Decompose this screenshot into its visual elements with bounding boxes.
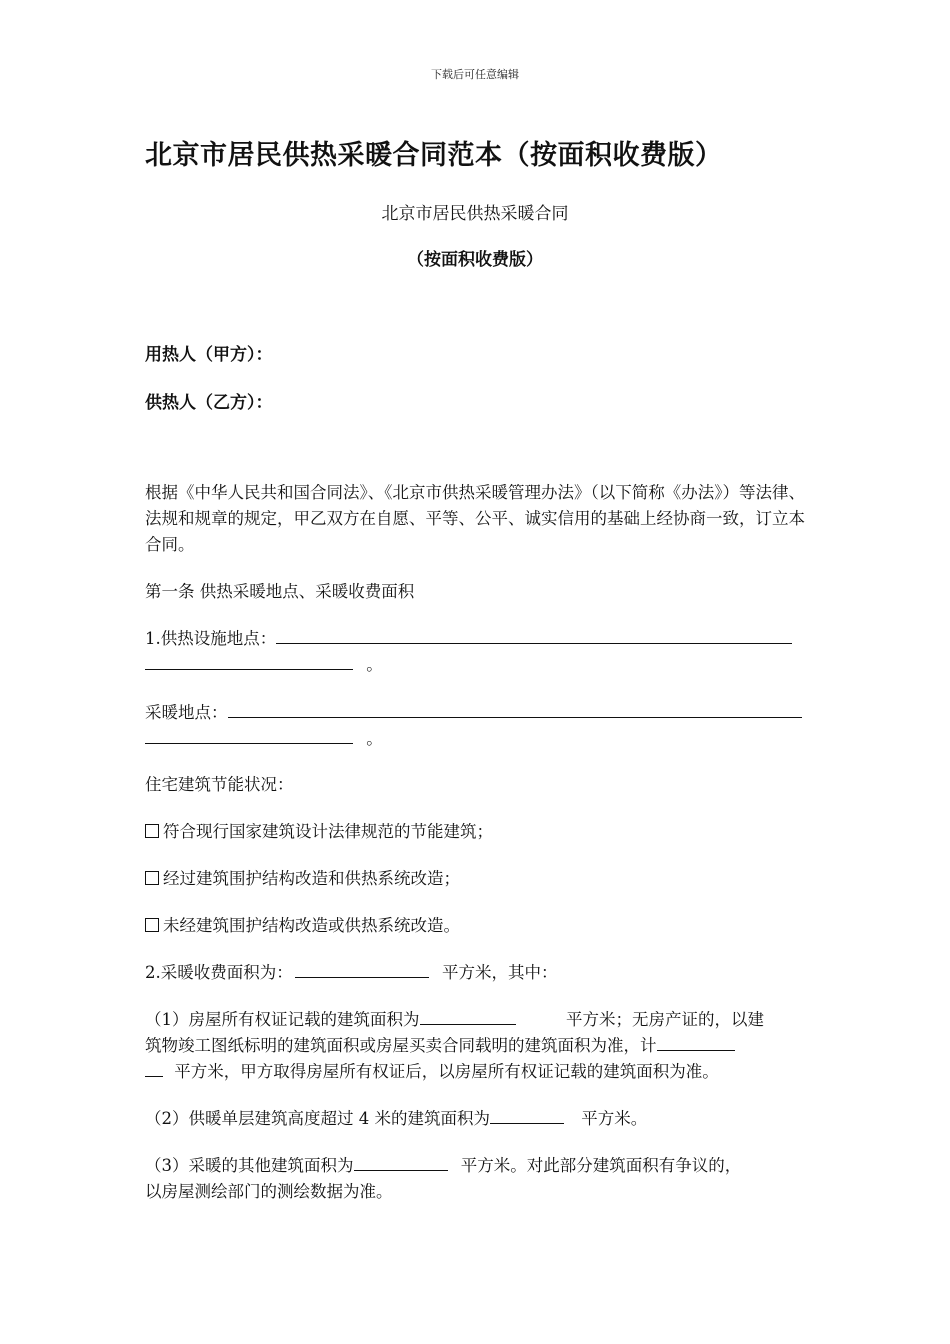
charge-area-suffix: 平方米，其中： xyxy=(442,963,558,982)
charge-area-row xyxy=(145,959,558,983)
sub1-text-1: （1）房屋所有权证记载的建筑面积为 xyxy=(145,1010,420,1029)
sub1-line-1 xyxy=(145,1006,516,1030)
energy-status-label: 住宅建筑节能状况： xyxy=(145,775,294,794)
energy-option-1 xyxy=(145,818,493,842)
option-3-checkbox[interactable] xyxy=(145,918,159,932)
sub3-blank[interactable] xyxy=(354,1152,448,1171)
heating-location-row-2 xyxy=(145,725,383,749)
option-1-checkbox[interactable] xyxy=(145,824,159,838)
sub1-blank-2[interactable] xyxy=(657,1032,735,1051)
charge-area-blank[interactable] xyxy=(295,959,429,978)
sub2-text-2: 平方米。 xyxy=(581,1109,648,1128)
sub1-blank-1[interactable] xyxy=(420,1006,516,1025)
document-subtitle: 北京市居民供热采暖合同 xyxy=(381,204,569,224)
sub1-line-2: 筑物竣工图纸标明的建筑面积或房屋买卖合同载明的建筑面积为准，计 xyxy=(145,1032,735,1056)
sub1-text-3: 平方米，甲方取得房屋所有权证后，以房屋所有权证记载的建筑面积为准。 xyxy=(174,1062,719,1081)
heating-location-blank-2[interactable] xyxy=(145,725,353,744)
heating-location-row xyxy=(145,699,802,723)
sub2-text-1: （2）供暖单层建筑高度超过 4 米的建筑面积为 xyxy=(145,1109,490,1128)
header-note: 下载后可任意编辑 xyxy=(431,68,519,81)
sub3-line-1: （3）采暖的其他建筑面积为 平方米。对此部分建筑面积有争议的， xyxy=(145,1152,741,1176)
facility-location-blank-2[interactable] xyxy=(145,651,353,670)
option-3-label: 未经建筑围护结构改造或供热系统改造。 xyxy=(163,916,460,935)
article-1-title: 第一条 供热采暖地点、采暖收费面积 xyxy=(145,582,415,601)
charge-area-label: 2.采暖收费面积为： xyxy=(145,963,293,982)
option-2-checkbox[interactable] xyxy=(145,871,159,885)
document-title: 北京市居民供热采暖合同范本（按面积收费版） xyxy=(145,140,723,171)
facility-location-blank[interactable] xyxy=(276,625,792,644)
party-a-label: 用热人（甲方）： xyxy=(145,345,273,365)
heating-location-label: 采暖地点： xyxy=(145,703,228,722)
facility-location-end: 。 xyxy=(366,655,383,674)
preamble-paragraph: 根据《中华人民共和国合同法》、《北京市供热采暖管理办法》（以下简称《办法》）等法律、法规和规章的规定，甲乙双方在自愿、平等、公平、诚实信用的基础上经协商一致，订立本合同。 xyxy=(145,483,805,554)
heating-location-blank[interactable] xyxy=(228,699,802,718)
facility-location-row xyxy=(145,625,792,649)
energy-option-2 xyxy=(145,865,460,889)
party-b-label: 供热人（乙方）： xyxy=(145,393,273,413)
heating-location-end: 。 xyxy=(366,729,383,748)
sub2-line xyxy=(145,1105,647,1129)
sub1-blank-2b[interactable] xyxy=(145,1058,163,1077)
facility-location-row-2 xyxy=(145,651,383,675)
energy-option-3 xyxy=(145,912,460,936)
option-2-label: 经过建筑围护结构改造和供热系统改造； xyxy=(163,869,460,888)
sub3-line-2: 以房屋测绘部门的测绘数据为准。 xyxy=(145,1182,393,1201)
facility-location-label: 1.供热设施地点： xyxy=(145,629,277,648)
sub2-blank[interactable] xyxy=(490,1105,564,1124)
option-1-label: 符合现行国家建筑设计法律规范的节能建筑； xyxy=(163,822,493,841)
sub1-line-3 xyxy=(145,1058,719,1082)
sub1-line-1b: 平方米；无房产证的，以建 xyxy=(566,1010,764,1029)
document-edition: （按面积收费版） xyxy=(407,250,543,270)
